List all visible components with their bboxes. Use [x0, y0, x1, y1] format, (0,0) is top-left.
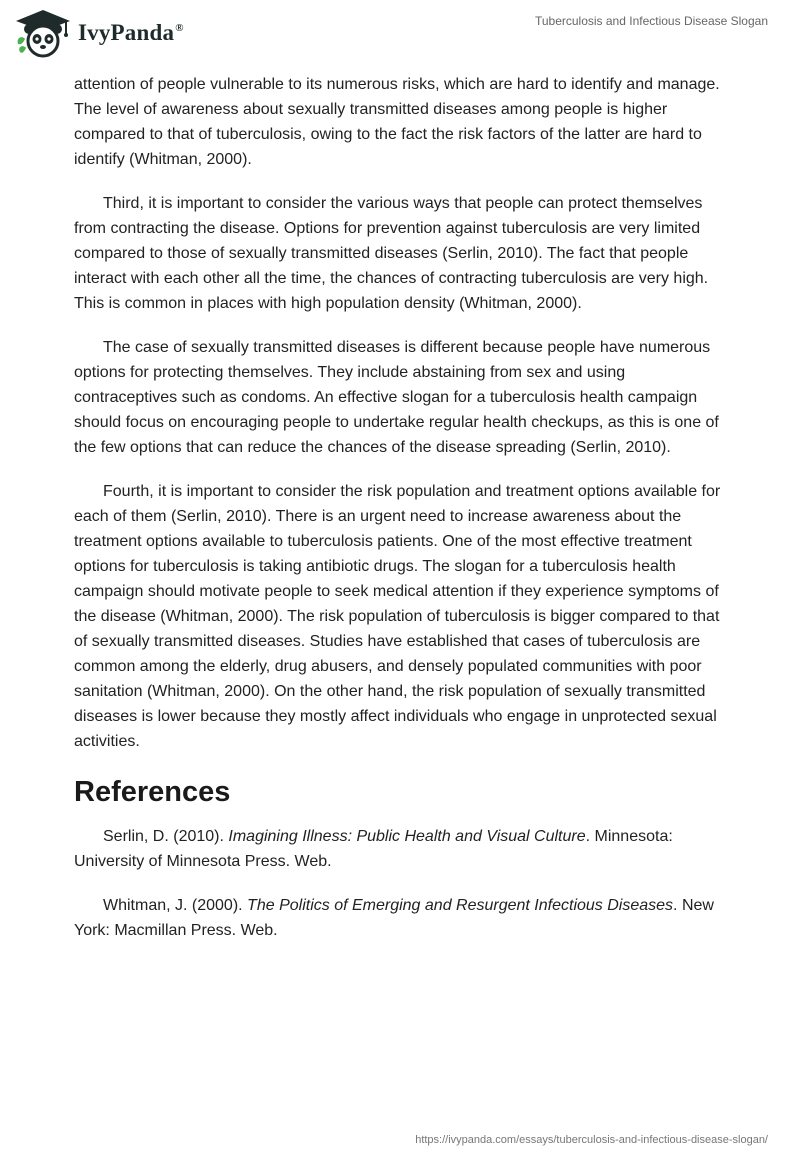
reference-title: The Politics of Emerging and Resurgent Infectious Diseases: [247, 897, 674, 914]
source-url-link[interactable]: https://ivypanda.com/essays/tuberculosis-and-infectious-disease-slogan/: [415, 1134, 768, 1146]
brand-logo[interactable]: [14, 8, 184, 58]
panda-logo-icon: [14, 8, 72, 58]
references-heading: References: [74, 776, 231, 808]
page-header: [0, 0, 800, 70]
reference-title: Imagining Illness: Public Health and Visual Culture: [228, 828, 586, 845]
paragraph: attention of people vulnerable to its numerous risks, which are hard to identify and manage. The level of awareness about sexually transmitted diseases among people is higher compared to that of tuberculosis, owing to the fact the risk factors of the latter are hard to identify (Whitman, 2000).: [74, 76, 720, 168]
brand-name: IvyPanda®: [78, 20, 184, 45]
paragraph: Fourth, it is important to consider the risk population and treatment options available for each of them (Serlin, 2010). There is an urgent need to increase awareness about the treatment options available to tuberculosis patients. One of the most effective treatment options for tuberculosis is taking antibiotic drugs. The slogan for a tuberculosis health campaign should motivate people to seek medical attention if they experience symptoms of the disease (Whitman, 2000). The risk population of tuberculosis is bigger compared to that of sexually transmitted diseases. Studies have established that cases of tuberculosis are common among the elderly, drug abusers, and densely populated communities with poor sanitation (Whitman, 2000). On the other hand, the risk population of sexually transmitted diseases is lower because they mostly affect individuals who engage in unprotected sexual activities.: [74, 483, 721, 750]
essay-body: [74, 72, 726, 962]
paragraph: Third, it is important to consider the various ways that people can protect themselves from contracting the disease. Options for prevention against tuberculosis are very limited compared to those of sexually transmitted diseases (Serlin, 2010). The fact that people interact with each other all the time, the chances of contracting tuberculosis are very high. This is common in places with high population density (Whitman, 2000).: [74, 195, 709, 312]
reference-item: Whitman, J. (2000). The Politics of Emerging and Resurgent Infectious Diseases. New York: Macmillan Press. Web.: [74, 897, 714, 939]
registered-mark: ®: [175, 22, 184, 35]
document-title: Tuberculosis and Infectious Disease Slogan: [534, 14, 768, 28]
reference-item: Serlin, D. (2010). Imagining Illness: Public Health and Visual Culture. Minnesota: University of Minnesota Press. Web.: [74, 828, 673, 870]
paragraph: The case of sexually transmitted diseases is different because people have numerous options for protecting themselves. They include abstaining from sex and using contraceptives such as condoms. An effective slogan for a tuberculosis health campaign should focus on encouraging people to undertake regular health checkups, as this is one of the few options that can reduce the chances of the disease spreading (Serlin, 2010).: [74, 339, 719, 456]
